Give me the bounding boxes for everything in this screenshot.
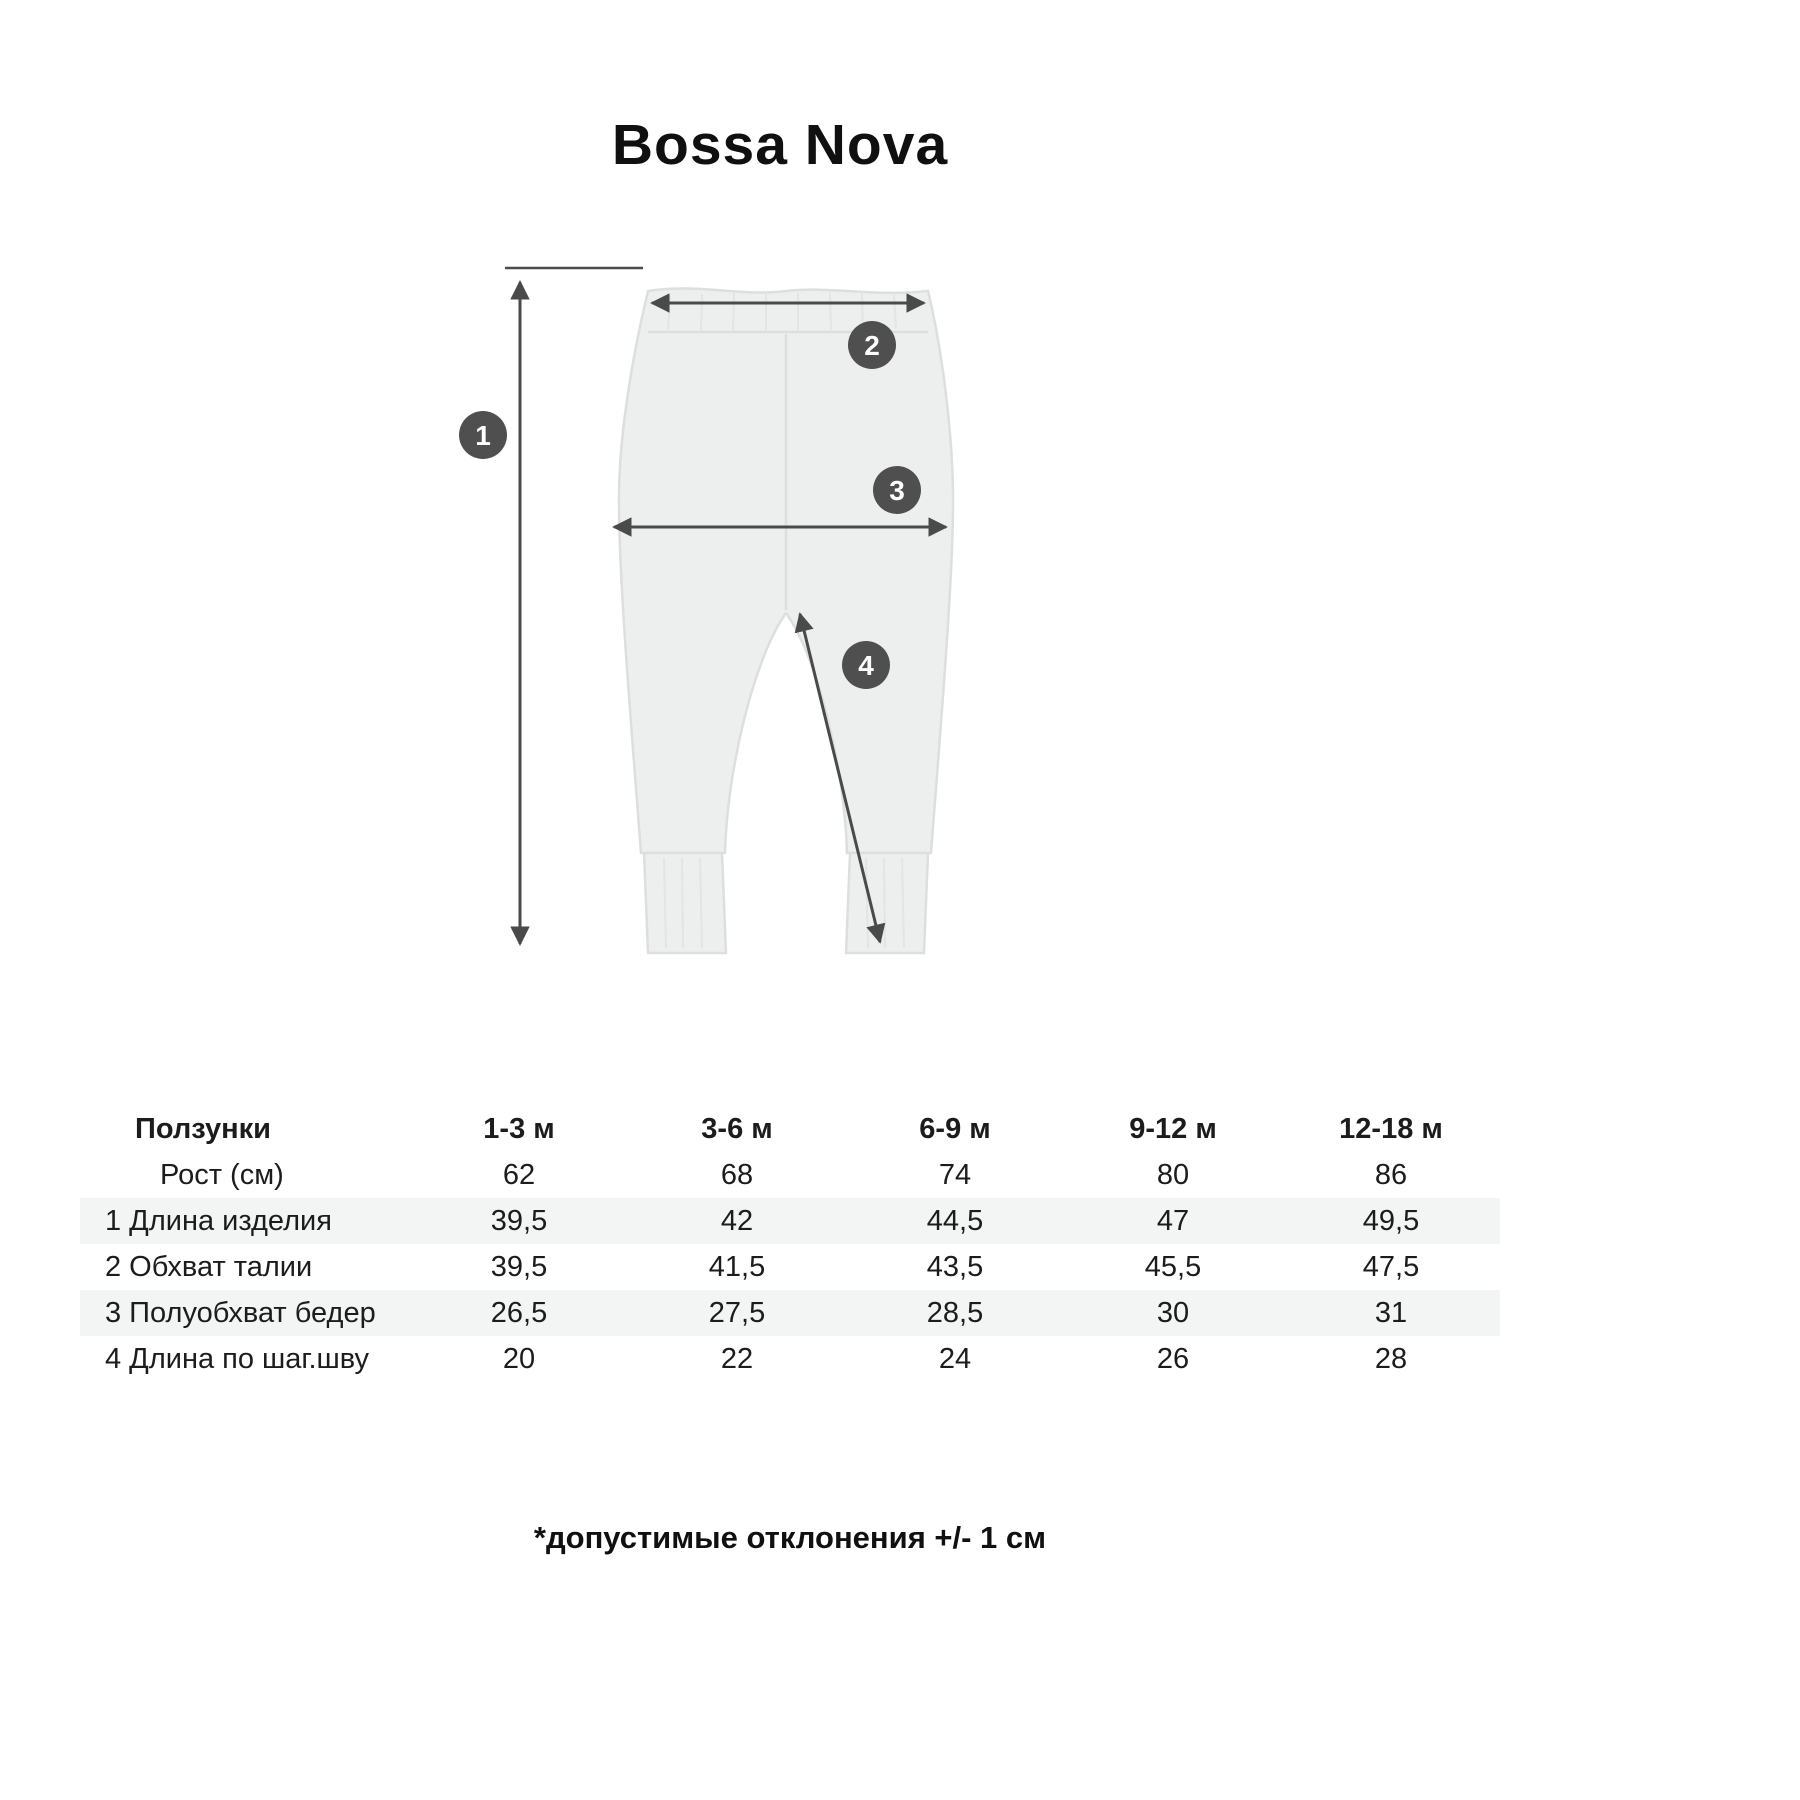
row-label: 2 Обхват талии	[105, 1250, 313, 1283]
table-cell: 39,5	[490, 1204, 548, 1237]
col-header-1-3m: 1-3 м	[483, 1112, 555, 1145]
tolerance-footnote: *допустимые отклонения +/- 1 см	[533, 1520, 1047, 1555]
row-label: 1 Длина изделия	[105, 1204, 332, 1237]
col-header-3-6m: 3-6 м	[701, 1112, 773, 1145]
table-cell: 27,5	[708, 1296, 766, 1329]
table-cell: 30	[1156, 1296, 1190, 1329]
col-header-6-9m: 6-9 м	[919, 1112, 991, 1145]
pants-illustration	[619, 288, 953, 953]
table-row-waist	[80, 1244, 1500, 1290]
table-header-row	[80, 1106, 1500, 1152]
badge-1-label: 1	[475, 420, 491, 451]
row-label: 3 Полуобхват бедер	[105, 1296, 376, 1329]
table-cell: 68	[720, 1158, 754, 1191]
table-cell: 80	[1156, 1158, 1190, 1191]
badge-2-label: 2	[864, 330, 880, 361]
table-cell: 44,5	[926, 1204, 984, 1237]
table-cell: 39,5	[490, 1250, 548, 1283]
pants-left-cuff	[644, 853, 726, 953]
table-cell: 47,5	[1362, 1250, 1420, 1283]
table-cell: 43,5	[926, 1250, 984, 1283]
col-header-12-18m: 12-18 м	[1339, 1112, 1443, 1145]
table-cell: 62	[502, 1158, 536, 1191]
size-diagram	[440, 230, 1000, 990]
table-cell: 24	[938, 1342, 972, 1375]
table-cell: 22	[720, 1342, 754, 1375]
badge-3-label: 3	[889, 475, 905, 506]
size-table	[80, 1106, 1500, 1382]
table-cell: 74	[938, 1158, 972, 1191]
page-title: Bossa Nova	[611, 113, 949, 177]
table-cell: 20	[502, 1342, 536, 1375]
table-cell: 41,5	[708, 1250, 766, 1283]
table-row-hips	[80, 1290, 1500, 1336]
table-cell: 86	[1374, 1158, 1408, 1191]
table-cell: 47	[1156, 1204, 1190, 1237]
pants-right-cuff	[846, 853, 928, 953]
badge-4-label: 4	[858, 650, 874, 681]
row-label: 4 Длина по шаг.шву	[105, 1342, 370, 1375]
table-cell: 49,5	[1362, 1204, 1420, 1237]
table-cell: 26,5	[490, 1296, 548, 1329]
table-cell: 45,5	[1144, 1250, 1202, 1283]
table-row-height	[80, 1152, 1500, 1198]
row-label: Рост (см)	[160, 1158, 284, 1191]
table-cell: 28	[1374, 1342, 1408, 1375]
table-cell: 31	[1374, 1296, 1408, 1329]
table-cell: 26	[1156, 1342, 1190, 1375]
table-header-product: Ползунки	[135, 1112, 271, 1145]
col-header-9-12m: 9-12 м	[1129, 1112, 1217, 1145]
table-row-length	[80, 1198, 1500, 1244]
table-cell: 42	[720, 1204, 754, 1237]
table-cell: 28,5	[926, 1296, 984, 1329]
table-row-inseam	[80, 1336, 1500, 1382]
